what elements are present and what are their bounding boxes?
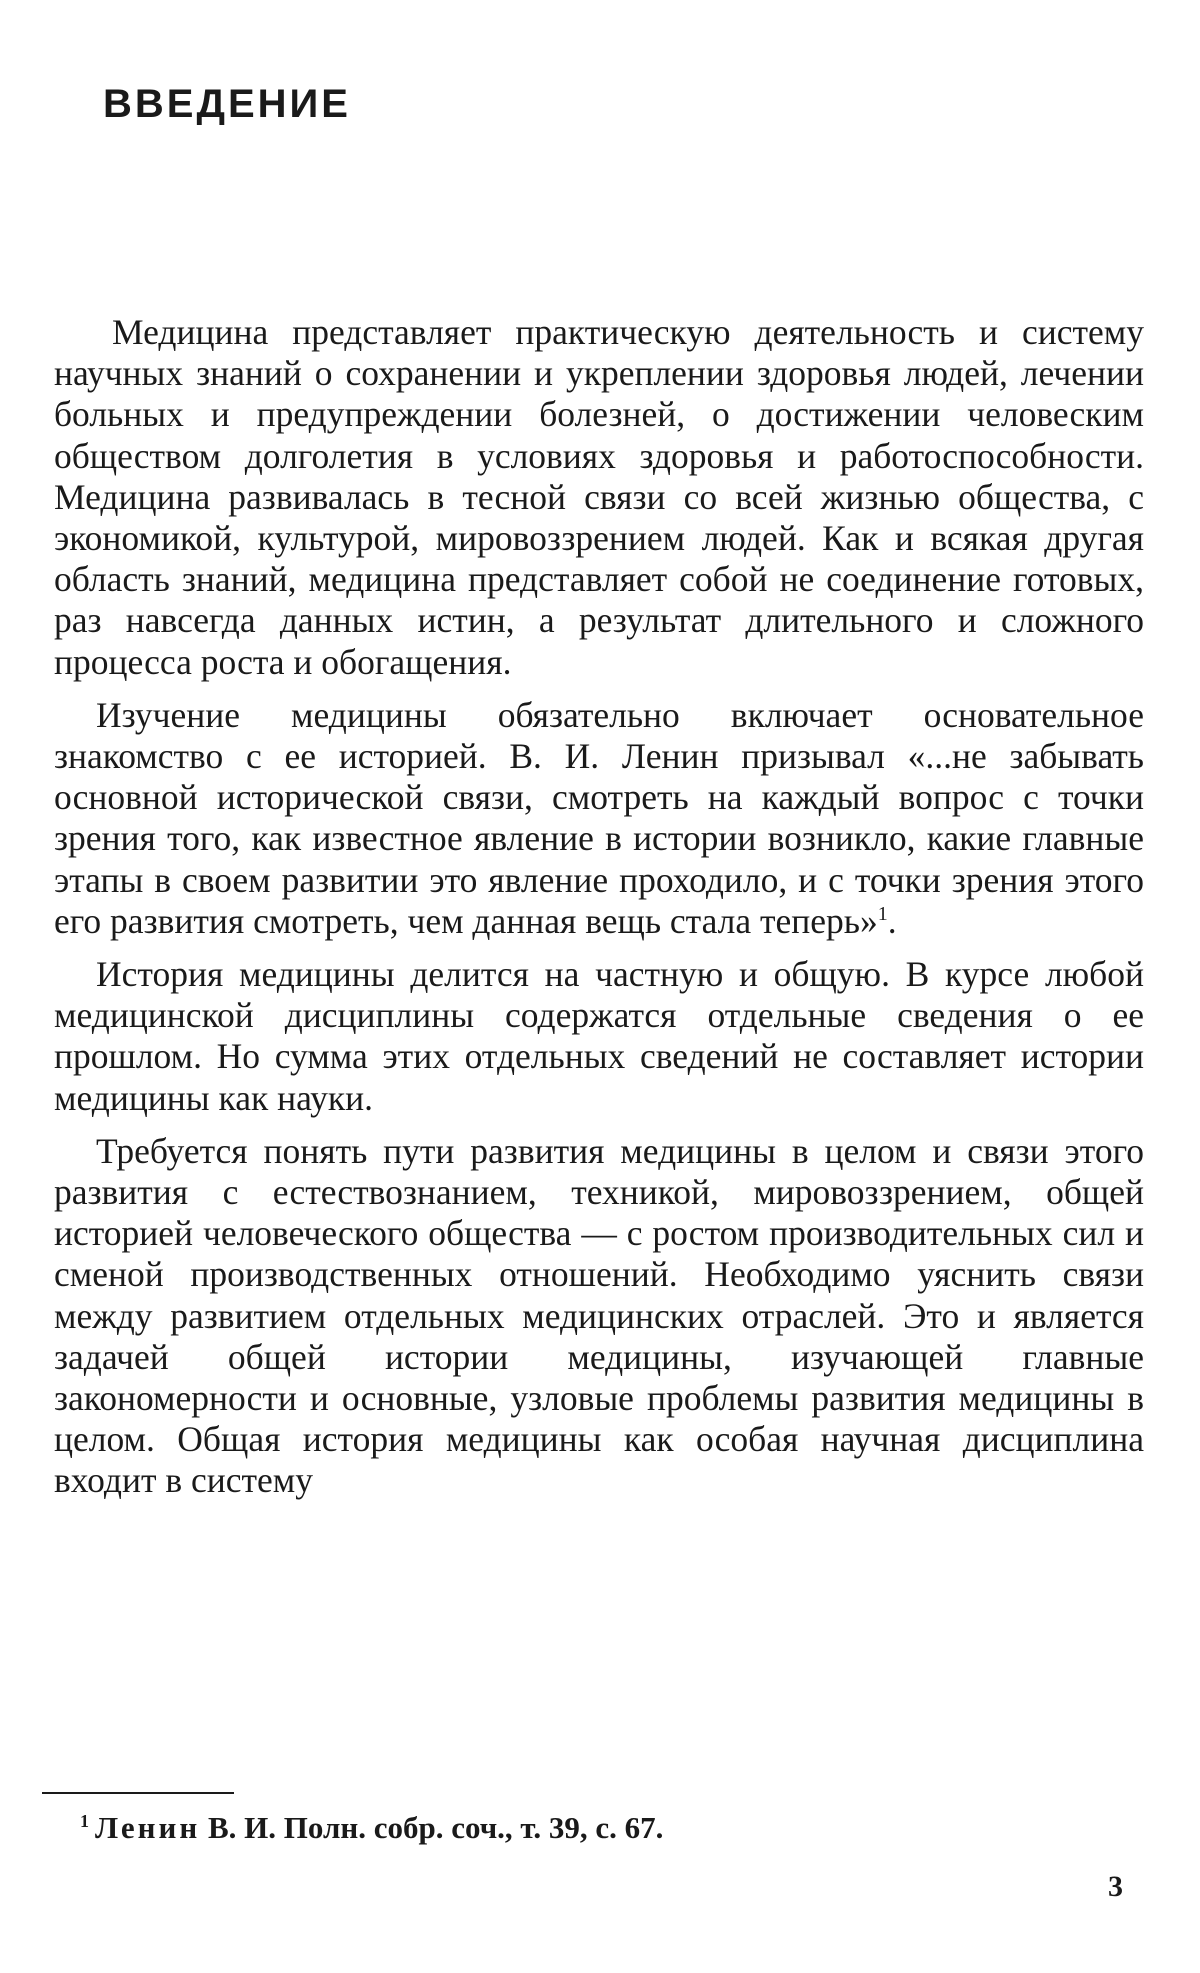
footnote (80, 1810, 663, 1846)
chapter-heading: ВВЕДЕНИЕ (103, 82, 351, 126)
paragraph-4: Требуется понять пути развития медицины в целом и связи этого развития с естествознанием, техникой, мировоззрением, общей историей человеческого общества — с ростом производительных сил и сменой производственных отношений. Необходимо уяснить связи между развитием отдельных медицинских отраслей. Это и является задачей общей истории медицины, изучающей главные закономерности и основные, узловые проблемы развития медицины в целом. Общая история медицины как особая научная дисциплина входит в систему (54, 1130, 1144, 1501)
footnote-divider (42, 1792, 234, 1794)
paragraph-2: Изучение медицины обязательно включает основательное знакомство с ее историей. В. И. Ленин призывал «...не забывать основной исторической связи, смотреть на каждый вопрос с точки зрения того, как известное явление в истории возникло, какие главные этапы в своем развитии это явление проходило, и с точки зрения этого его развития смотреть, чем данная вещь стала теперь»$^1$. (54, 694, 1144, 941)
page-number: 3 (1108, 1870, 1123, 1903)
body-text (54, 312, 1144, 1514)
paragraph-3: История медицины делится на частную и общую. В курсе любой медицинской дисциплины содержатся отдельные сведения о ее прошлом. Но сумма этих отдельных сведений не составляет истории медицины как науки. (54, 954, 1144, 1118)
footnote-reference: 1 (877, 903, 888, 926)
footnote-author: Ленин (95, 1810, 201, 1845)
footnote-citation: В. И. Полн. собр. соч., т. 39, с. 67. (207, 1810, 664, 1845)
paragraph-1: Медицина представляет практическую деятельность и систему научных знаний о сохранении и укреплении здоровья людей, лечении больных и предупреждении болезней, о достижении человеским обществом долголетия в условиях здоровья и работоспособности. Медицина развивалась в тесной связи со всей жизнью общества, с экономикой, культурой, мировоззрением людей. Как и всякая другая область знаний, медицина представляет собой не соединение готовых, раз навсегда данных истин, а результат длительного и сложного процесса роста и обогащения. (54, 312, 1144, 682)
footnote-mark: 1 (80, 1810, 89, 1831)
paragraph-2-text: Изучение медицины обязательно включает основательное знакомство с ее историей. В. И. Ленин призывал «...не забывать основной исторической связи, смотреть на каждый вопрос с точки зрения того, как известное явление в истории возникло, какие главные этапы в своем развитии это явление проходило, и с точки зрения этого его развития смотреть, чем данная вещь стала теперь» (54, 694, 1144, 941)
